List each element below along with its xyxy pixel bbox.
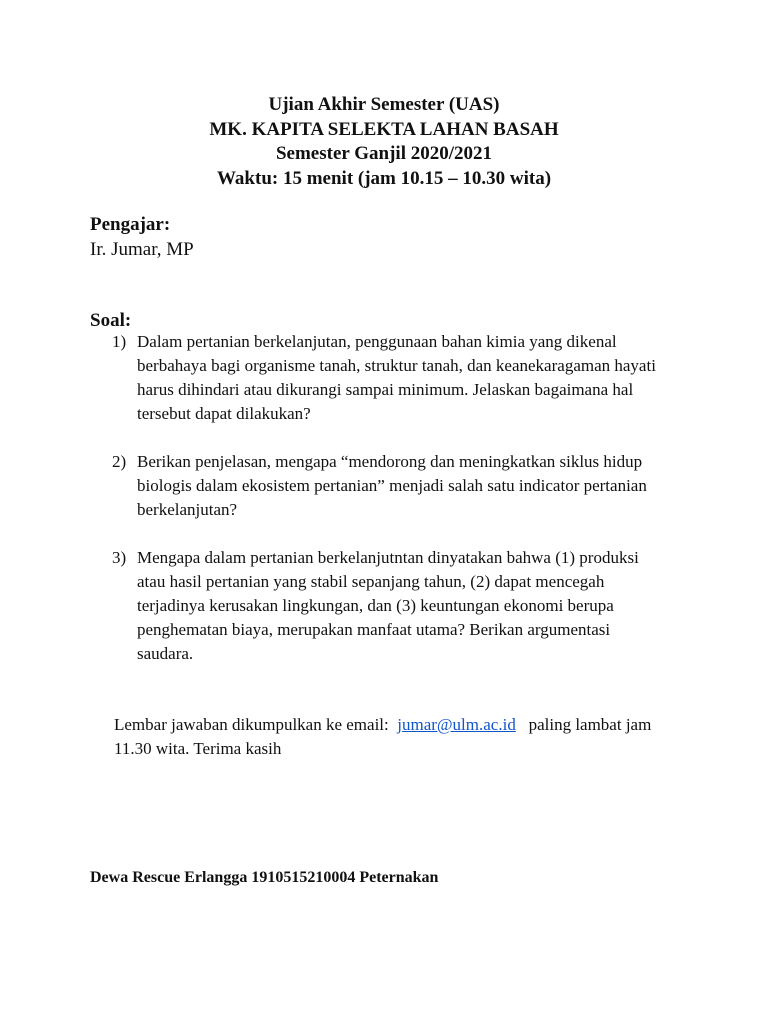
- question-list: [90, 330, 690, 690]
- question-text-line: penghematan biaya, merupakan manfaat utama? Berikan argumentasi: [137, 620, 611, 639]
- question-item: [90, 330, 690, 426]
- email-link[interactable]: jumar@ulm.ac.id: [397, 715, 516, 734]
- question-text-line: saudara.: [137, 644, 194, 663]
- question-text-line: harus dihindari atau dikurangi sampai minimum. Jelaskan bagaimana hal: [137, 380, 634, 399]
- question-text-line: terjadinya kerusakan lingkungan, dan (3) keuntungan ekonomi berupa: [137, 596, 614, 615]
- question-item: [90, 546, 690, 666]
- question-number: 2): [112, 452, 127, 471]
- question-number: 1): [112, 332, 127, 351]
- question-text-line: berbahaya bagi organisme tanah, struktur tanah, dan keanekaragaman hayati: [137, 356, 656, 375]
- submission-line-1: [114, 713, 694, 737]
- teacher-label: Pengajar:: [90, 214, 171, 235]
- submission-line-2: 11.30 wita. Terima kasih: [114, 739, 282, 758]
- question-text-line: biologis dalam ekosistem pertanian” menjadi salah satu indicator pertanian: [137, 476, 647, 495]
- time-info: Waktu: 15 menit (jam 10.15 – 10.30 wita): [216, 167, 552, 189]
- question-text-line: tersebut dapat dilakukan?: [137, 404, 311, 423]
- submission-prefix: Lembar jawaban dikumpulkan ke email:: [114, 715, 398, 734]
- questions-label: Soal:: [90, 310, 132, 331]
- question-text-line: Mengapa dalam pertanian berkelanjutntan dinyatakan bahwa (1) produksi: [137, 548, 639, 567]
- submission-note: [114, 713, 694, 761]
- teacher-name: Ir. Jumar, MP: [90, 239, 194, 260]
- question-item: [90, 450, 690, 522]
- student-identity: Dewa Rescue Erlangga 1910515210004 Peternakan: [90, 869, 439, 886]
- semester-info: Semester Ganjil 2020/2021: [275, 143, 492, 164]
- exam-title: Ujian Akhir Semester (UAS): [268, 94, 500, 115]
- question-text-line: Berikan penjelasan, mengapa “mendorong dan meningkatkan siklus hidup: [137, 452, 643, 471]
- exam-header: [0, 93, 768, 191]
- question-text-line: atau hasil pertanian yang stabil sepanjang tahun, (2) dapat mencegah: [137, 572, 605, 591]
- submission-suffix: paling lambat jam: [515, 715, 652, 734]
- course-name: MK. KAPITA SELEKTA LAHAN BASAH: [209, 118, 559, 140]
- question-text-line: berkelanjutan?: [137, 500, 238, 519]
- question-text-line: Dalam pertanian berkelanjutan, penggunaan bahan kimia yang dikenal: [137, 332, 617, 351]
- question-number: 3): [112, 548, 127, 567]
